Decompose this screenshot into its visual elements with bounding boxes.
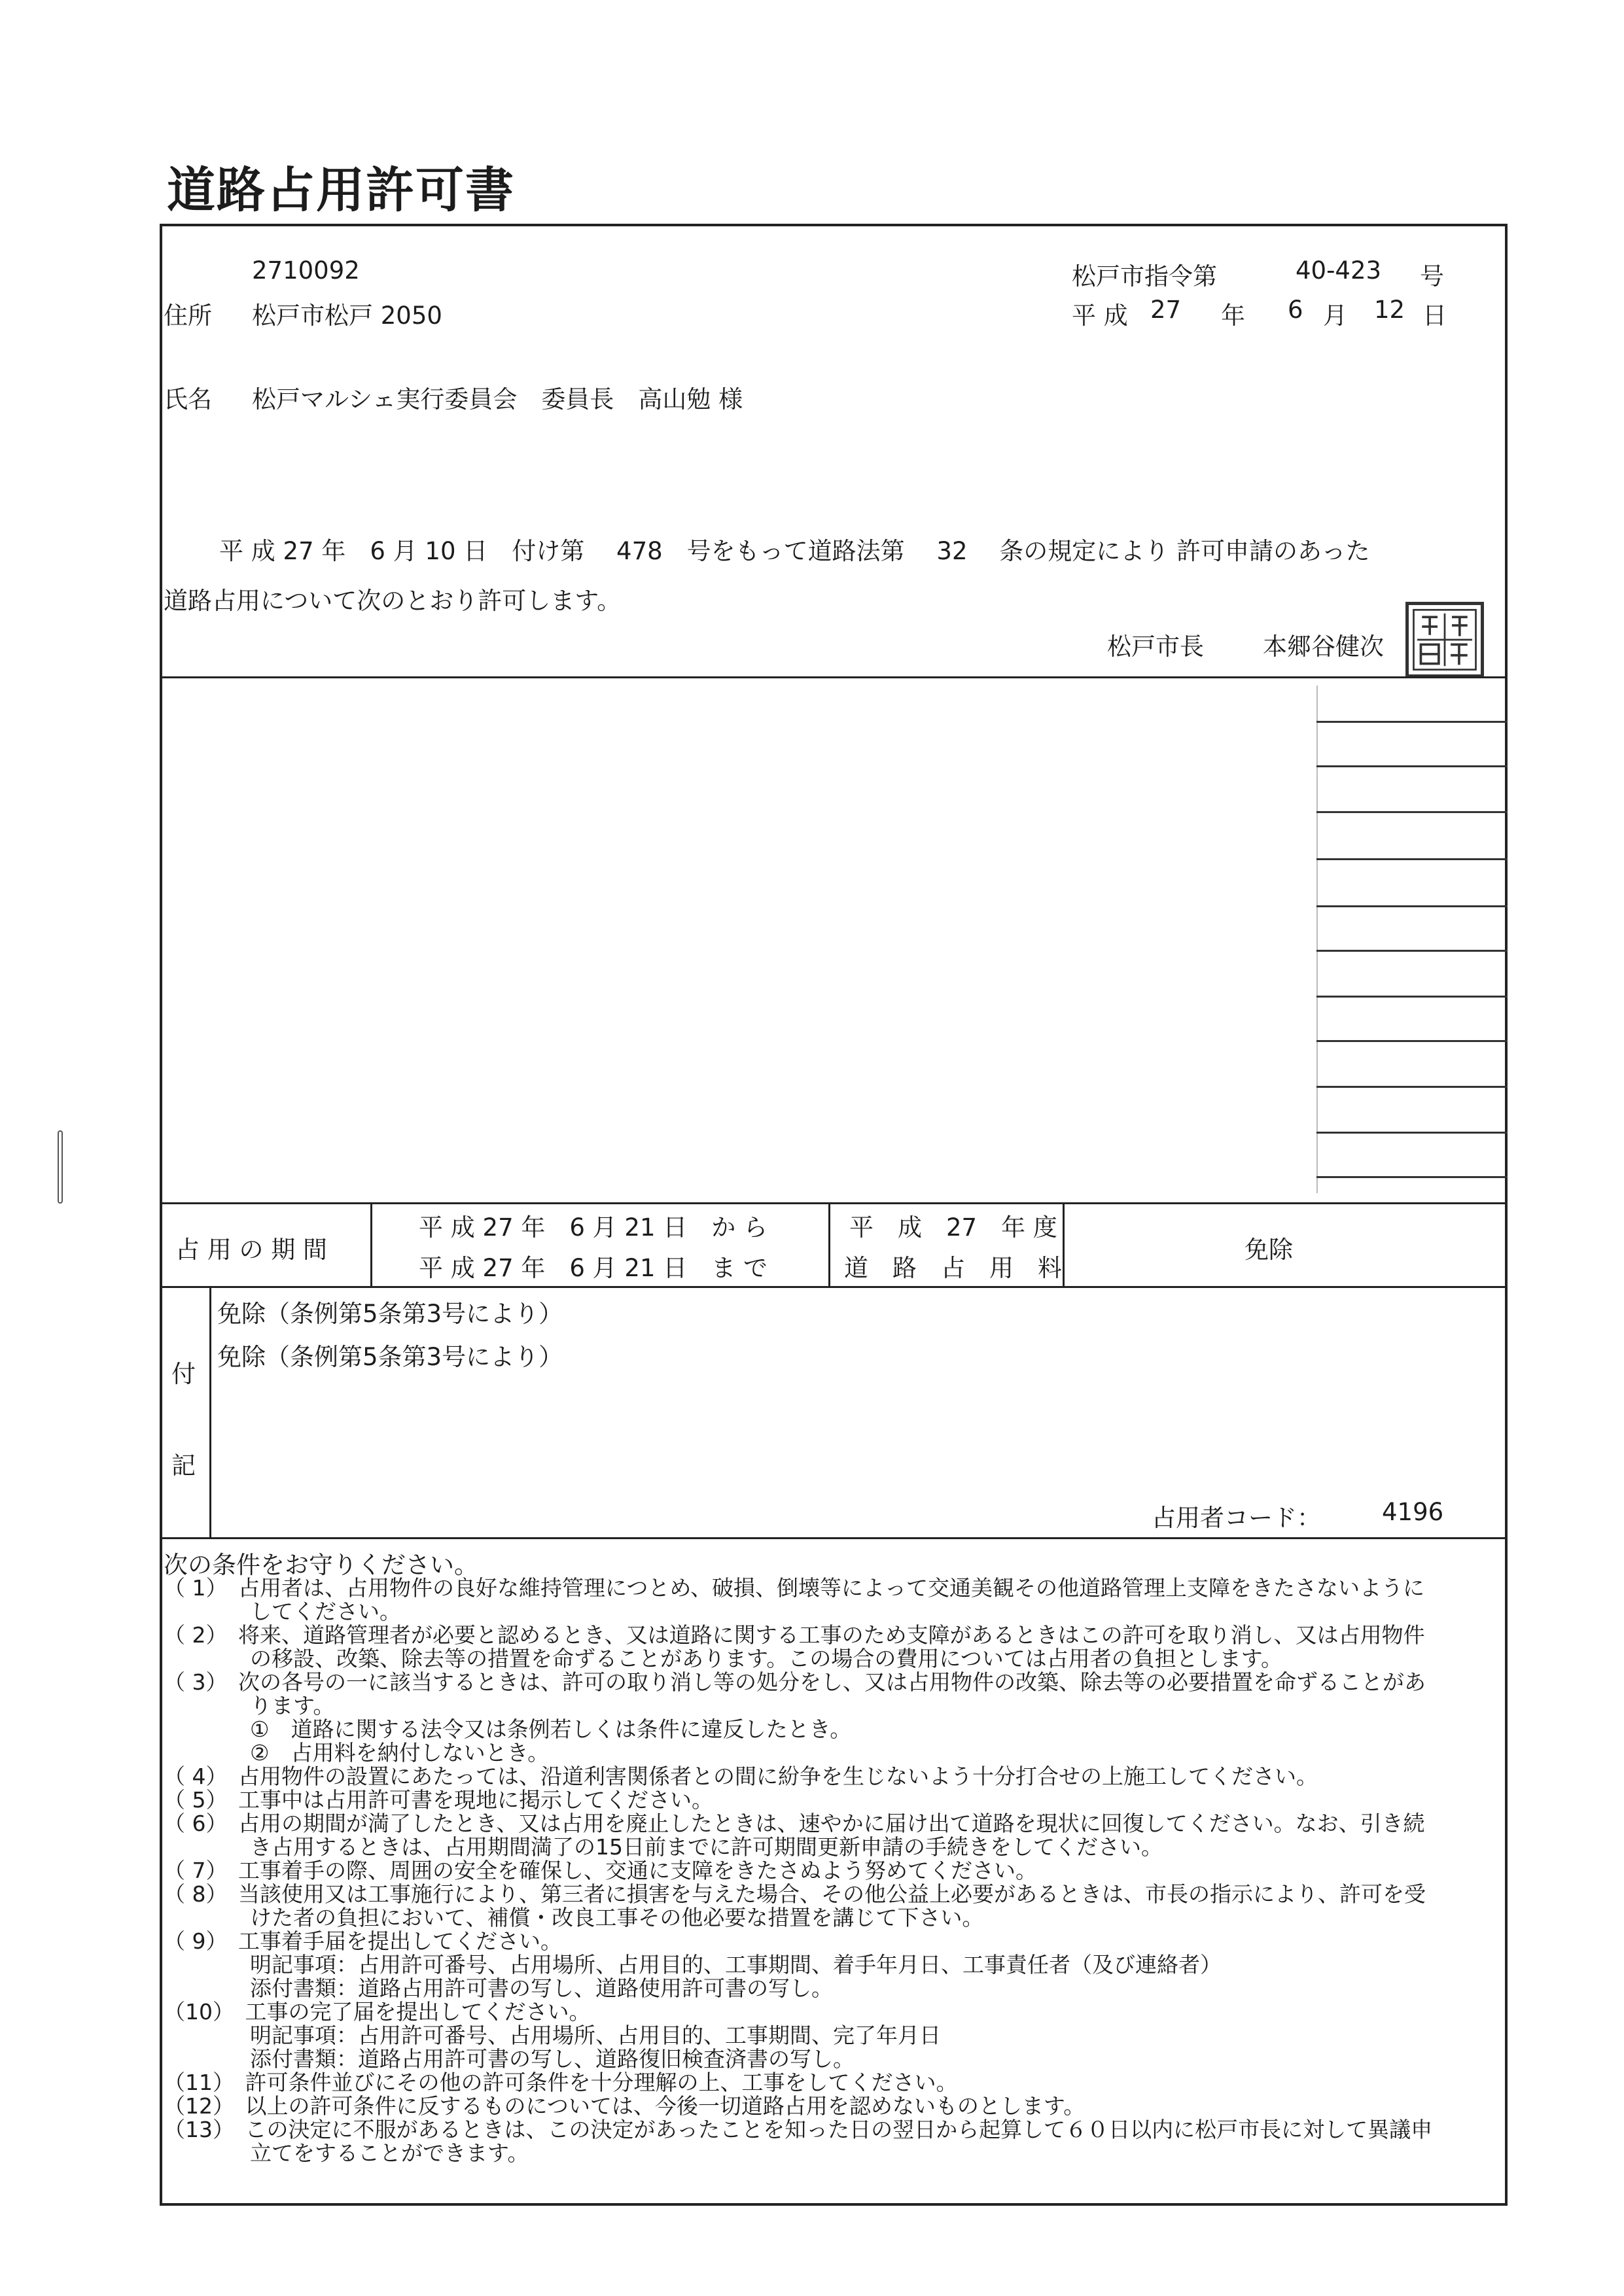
condition-line: （ 1） 占用者は、占用物件の良好な維持管理につとめ、破損、倒壊等によって交通美観その他道路管理上支障をきたさないように [164,1575,1425,1601]
condition-line: （ 2） 将来、道路管理者が必要と認めるとき、又は道路に関する工事のため支障があるときはこの許可を取り消し、又は占用物件 [164,1622,1425,1648]
fee-label-road: 道 路 占 用 料 [844,1254,1062,1282]
table-line [1316,721,1508,723]
condition-line: ② 占用料を納付しないとき。 [164,1740,550,1765]
staple-mark [58,1130,63,1204]
date-day: 12 [1374,296,1405,324]
condition-line: 明記事項：占用許可番号、占用場所、占用目的、工事期間、完了年月日 [164,2023,941,2048]
table-line [1316,811,1508,813]
notes-line-1: 免除（条例第5条第3号により） [217,1300,563,1328]
fee-value: 免除 [1244,1236,1293,1264]
notes-bottom [160,1537,1508,1539]
condition-line: けた者の負担において、補償・改良工事その他必要な措置を講じて下さい。 [164,1905,984,1930]
condition-line: ① 道路に関する法令又は条例若しくは条件に違反したとき。 [164,1716,852,1742]
condition-line: （13） この決定に不服があるときは、この決定があったことを知った日の翌日から起算して６０日以内に松戸市長に対して異議申 [164,2117,1433,2142]
notes-col-divider [209,1286,211,1537]
notes-line-2: 免除（条例第5条第3号により） [217,1343,563,1371]
postal-code: 2710092 [252,256,360,285]
condition-line: 明記事項：占用許可番号、占用場所、占用目的、工事期間、着手年月日、工事責任者（及び連絡者） [164,1952,1222,1977]
date-month: 6 [1288,296,1303,324]
period-row-bottom [160,1286,1508,1288]
notes-label-1: 付 [171,1360,196,1388]
date-year-unit: 年 [1221,302,1245,330]
order-prefix: 松戸市指令第 [1072,262,1217,290]
date-day-unit: 日 [1422,302,1447,330]
date-era: 平 成 [1072,302,1128,330]
condition-line: （ 8） 当該使用又は工事施行により、第三者に損害を与えた場合、その他公益上必要があるときは、市長の指示により、許可を受 [164,1881,1426,1907]
condition-line: （11） 許可条件並びにその他の許可条件を十分理解の上、工事をしてください。 [164,2070,958,2095]
header-divider [160,676,1508,678]
table-line [1316,1086,1508,1088]
notes-label-2: 記 [171,1452,196,1480]
name-value: 松戸マルシェ実行委員会 委員長 高山勉 様 [252,385,743,413]
condition-line: （12） 以上の許可条件に反するものについては、今後一切道路占用を認めないものとします。 [164,2093,1086,2119]
permit-statement-line2: 道路占用について次のとおり許可します。 [164,587,622,615]
table-line [1316,1132,1508,1134]
condition-line: （ 6） 占用の期間が満了したとき、又は占用を廃止したときは、速やかに届け出て道路を現状に回復してください。なお、引き続 [164,1811,1425,1836]
condition-line: してください。 [164,1599,401,1624]
condition-line: 添付書類：道路占用許可書の写し、道路復旧検査済書の写し。 [164,2046,855,2072]
table-line [1316,905,1508,907]
period-col-divider [828,1202,830,1287]
document-title: 道路占用許可書 [167,162,515,218]
conditions-heading: 次の条件をお守りください。 [164,1551,478,1579]
condition-line: （ 5） 工事中は占用許可書を現地に掲示してください。 [164,1787,713,1813]
address-value: 松戸市松戸 2050 [252,302,442,330]
period-to: 平 成 27 年 6 月 21 日 ま で [419,1254,768,1282]
seal-icon [1409,605,1481,674]
official-seal [1405,602,1484,678]
condition-line: （ 4） 占用物件の設置にあたっては、沿道利害関係者との間に紛争を生じないよう十分打合せの上施工してください。 [164,1764,1318,1789]
redacted-area [211,686,1318,1193]
date-month-unit: 月 [1323,302,1347,330]
condition-line: き占用するときは、占用期間満了の15日前までに許可期間更新申請の手続きをしてください。 [164,1834,1163,1860]
table-line [1316,1040,1508,1042]
mayor-label: 松戸市長 [1107,633,1204,661]
fee-label-year: 平 成 27 年 度 [849,1213,1057,1242]
table-line [1316,950,1508,952]
period-col-divider [370,1202,372,1287]
condition-line: 立てをすることができます。 [164,2140,529,2166]
table-line [1316,1176,1508,1178]
conditions-list [164,1576,1432,2165]
order-number: 40-423 [1296,256,1382,285]
condition-line: の移設、改築、除去等の措置を命ずることがあります。この場合の費用については占用者の負担とします。 [164,1646,1283,1671]
occupant-code-label: 占用者コード： [1152,1504,1321,1532]
condition-line: 添付書類：道路占用許可書の写し、道路使用許可書の写し。 [164,1975,833,2001]
period-label: 占 用 の 期 間 [175,1236,328,1264]
order-suffix: 号 [1420,262,1444,290]
table-line [1316,858,1508,860]
period-from: 平 成 27 年 6 月 21 日 か ら [419,1213,768,1242]
mayor-name: 本郷谷健次 [1263,633,1384,661]
condition-line: （10） 工事の完了届を提出してください。 [164,1999,591,2025]
table-line [1316,996,1508,998]
period-col-divider [1063,1202,1065,1287]
name-label: 氏名 [164,385,212,413]
period-row-top [160,1202,1508,1204]
condition-line: （ 7） 工事着手の際、周囲の安全を確保し、交通に支障をきたさぬよう努めてください。 [164,1858,1037,1883]
permit-statement-line1: 平 成 27 年 6 月 10 日 付け第 478 号をもって道路法第 32 条の規定により 許可申請のあった [219,537,1370,565]
condition-line: ります。 [164,1693,335,1718]
address-label: 住所 [164,302,212,330]
condition-line: （ 9） 工事着手届を提出してください。 [164,1928,562,1954]
table-line [1316,765,1508,767]
condition-line: （ 3） 次の各号の一に該当するときは、許可の取り消し等の処分をし、又は占用物件の改築、除去等の必要措置を命ずることがあ [164,1669,1426,1695]
date-year: 27 [1150,296,1182,324]
occupant-code: 4196 [1382,1498,1444,1526]
